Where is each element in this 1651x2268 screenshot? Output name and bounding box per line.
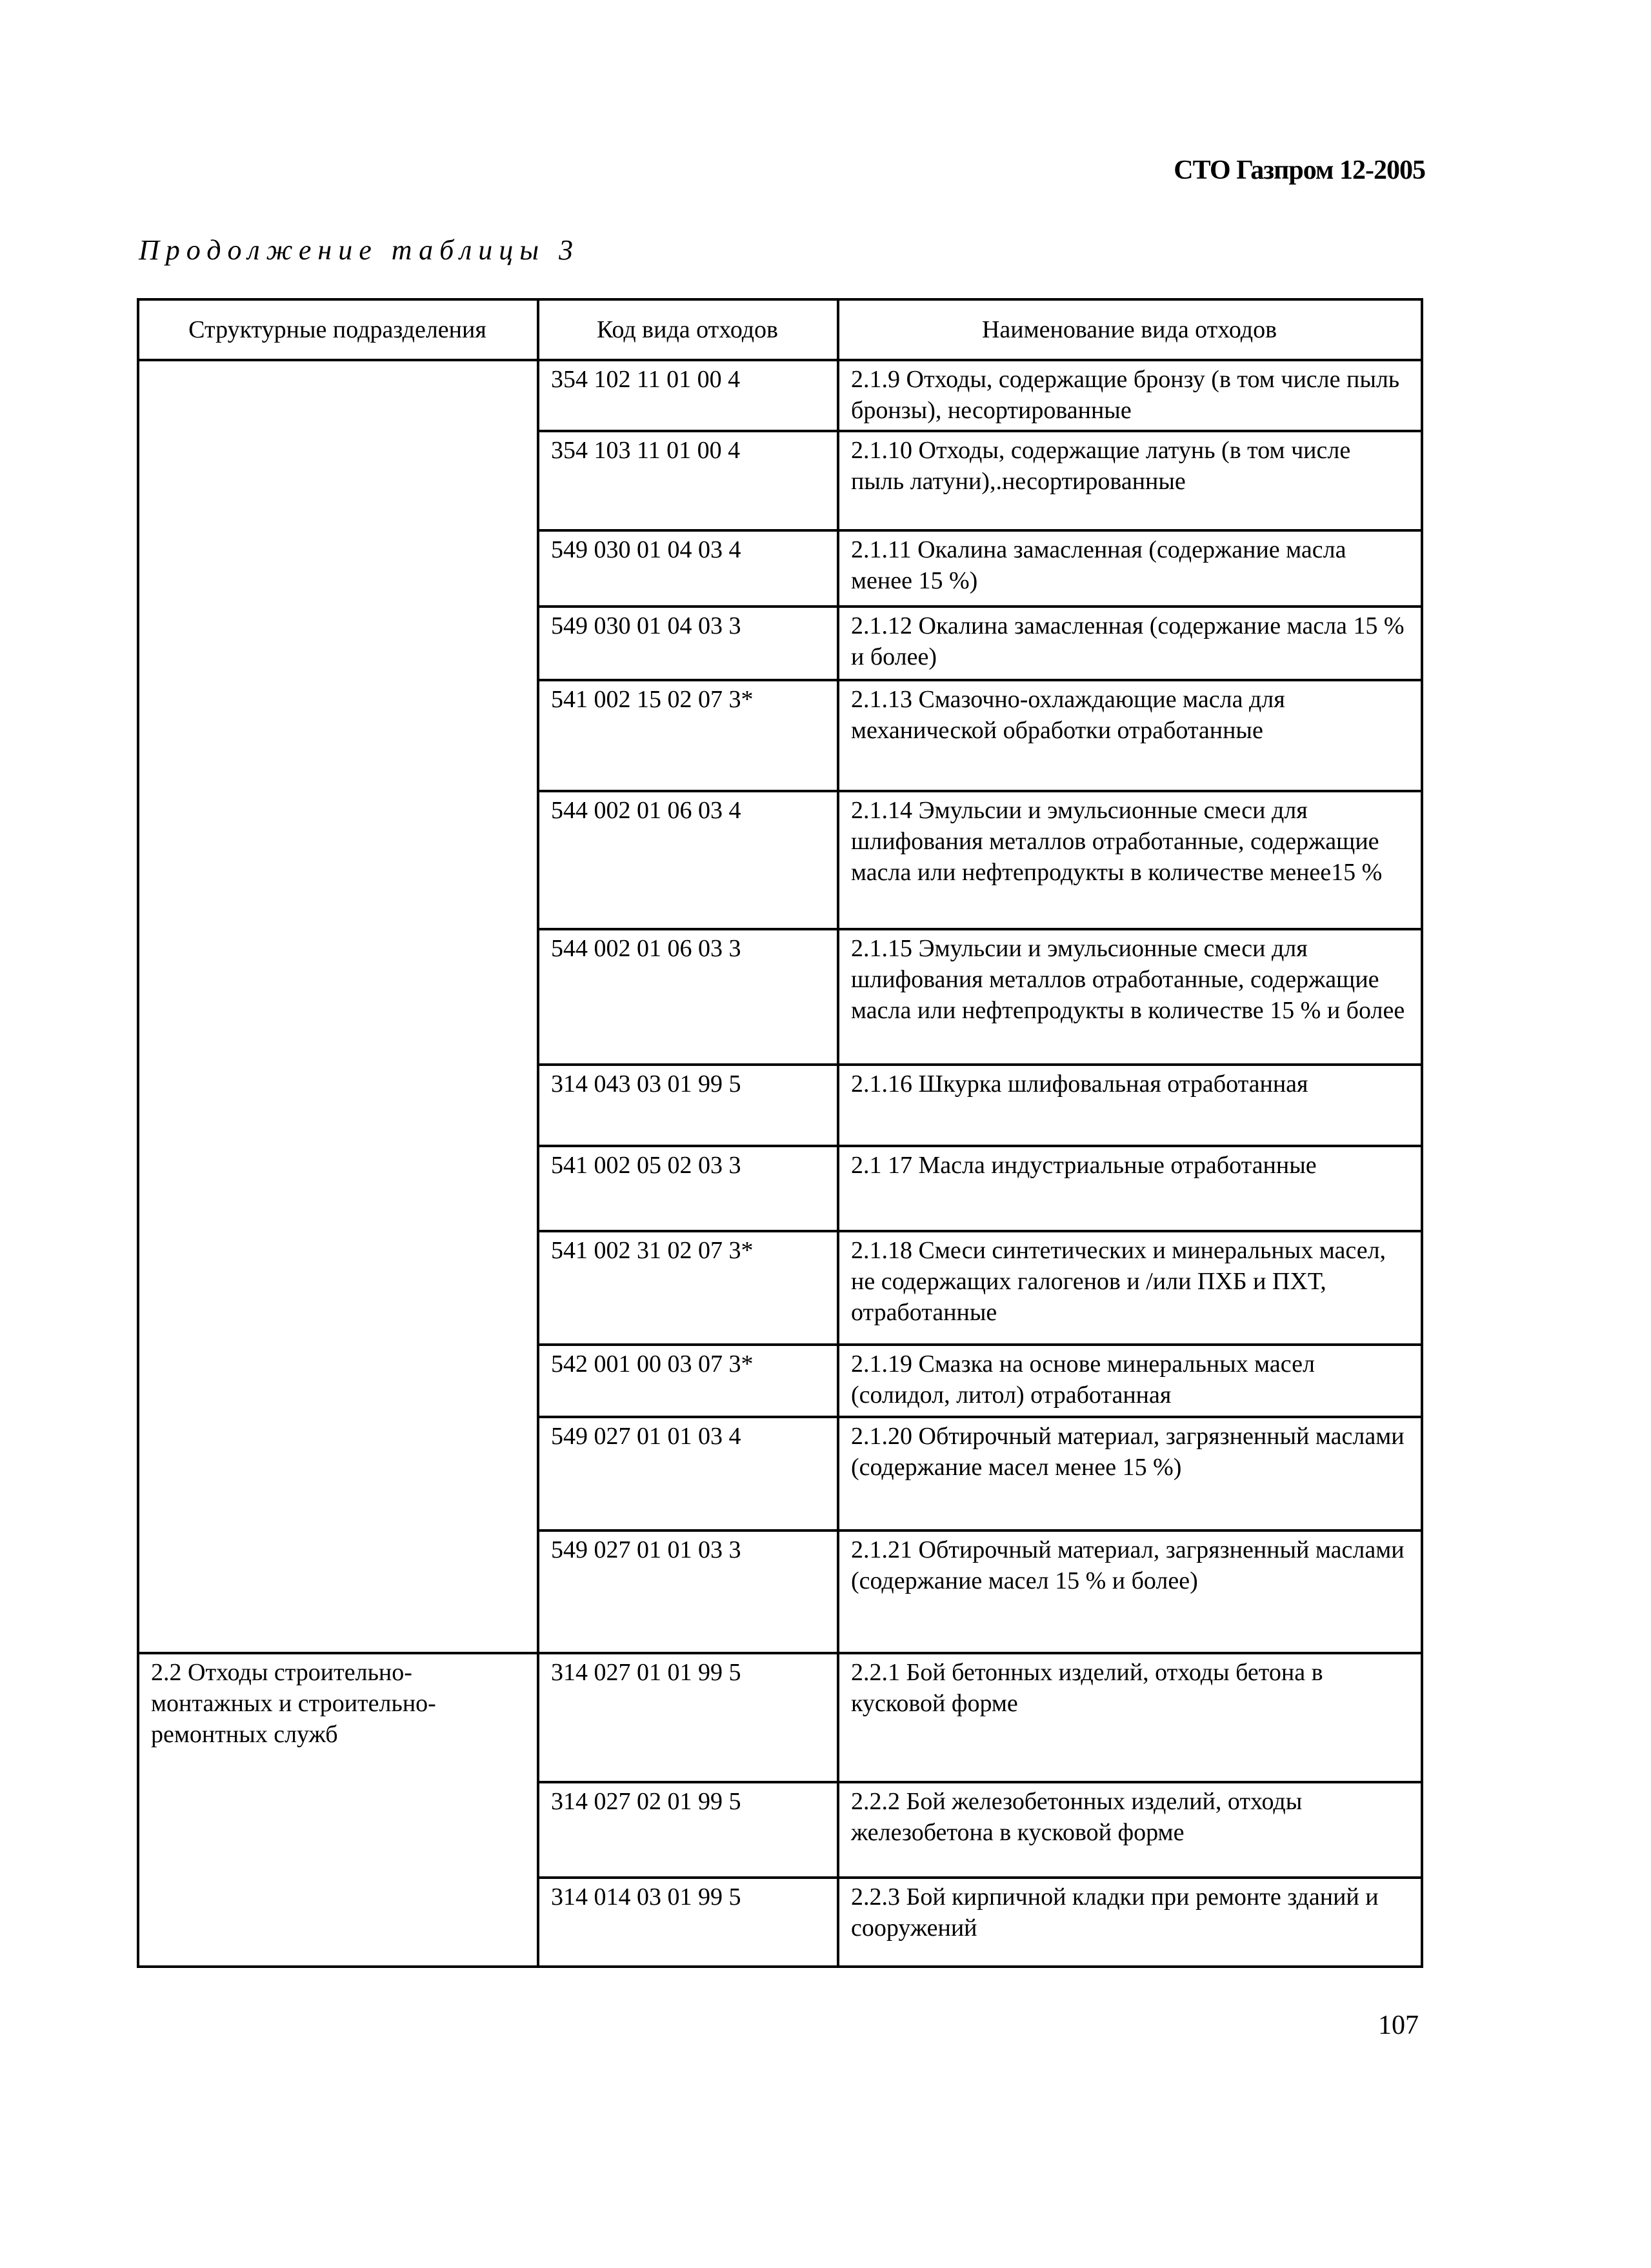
code-cell: 549 030 01 04 03 4 [538,530,838,607]
page-number: 107 [1378,2011,1419,2040]
name-cell: 2.2.3 Бой кирпичной кладки при ремонте зданий и сооружений [838,1878,1422,1967]
code-cell: 549 027 01 01 03 4 [538,1417,838,1530]
name-cell: 2.1.11 Окалина замасленная (содержание масла менее 15 %) [838,530,1422,607]
name-cell: 2.1.20 Обтирочный материал, загрязненный маслами (содержание масел менее 15 %) [838,1417,1422,1530]
code-cell: 549 030 01 04 03 3 [538,607,838,680]
name-cell: 2.1.9 Отходы, содержащие бронзу (в том числе пыль бронзы), несортированные [838,360,1422,431]
table-header-row [138,299,1422,360]
name-cell: 2.1.15 Эмульсии и эмульсионные смеси для шлифования металлов отработанные, содержащие масла или нефтепродукты в количестве 15 % и более [838,929,1422,1065]
table-row [138,1653,1422,1782]
name-cell: 2.1 17 Масла индустриальные отработанные [838,1146,1422,1231]
code-cell: 544 002 01 06 03 3 [538,929,838,1065]
name-cell: 2.2.2 Бой железобетонных изделий, отходы железобетона в кусковой форме [838,1782,1422,1878]
struct-cell [138,360,538,1653]
name-cell: 2.1.19 Смазка на основе минеральных масел (солидол, литол) отработанная [838,1345,1422,1417]
table-row [138,360,1422,431]
code-cell: 314 014 03 01 99 5 [538,1878,838,1967]
column-header-struct: Структурные подразделения [138,299,538,360]
name-cell: 2.1.18 Смеси синтетических и минеральных масел, не содержащих галогенов и /или ПХБ и ПХТ, отработанные [838,1231,1422,1345]
name-cell: 2.1.16 Шкурка шлифовальная отработанная [838,1065,1422,1146]
name-cell: 2.1.10 Отходы, содержащие латунь (в том числе пыль латуни),.несортированные [838,431,1422,530]
code-cell: 354 102 11 01 00 4 [538,360,838,431]
document-code: СТО Газпром 12-2005 [1174,156,1425,185]
code-cell: 549 027 01 01 03 3 [538,1530,838,1653]
code-cell: 314 027 01 01 99 5 [538,1653,838,1782]
name-cell: 2.1.21 Обтирочный материал, загрязненный маслами (содержание масел 15 % и более) [838,1530,1422,1653]
waste-table-container [137,298,1421,1968]
code-cell: 354 103 11 01 00 4 [538,431,838,530]
code-cell: 541 002 15 02 07 3* [538,680,838,791]
name-cell: 2.1.12 Окалина замасленная (содержание масла 15 % и более) [838,607,1422,680]
column-header-code: Код вида отходов [538,299,838,360]
name-cell: 2.1.13 Смазочно-охлаждающие масла для механической обработки отработанные [838,680,1422,791]
code-cell: 544 002 01 06 03 4 [538,791,838,929]
code-cell: 314 027 02 01 99 5 [538,1782,838,1878]
table-caption: Продолжение таблицы 3 [139,234,580,266]
code-cell: 541 002 31 02 07 3* [538,1231,838,1345]
code-cell: 314 043 03 01 99 5 [538,1065,838,1146]
name-cell: 2.1.14 Эмульсии и эмульсионные смеси для шлифования металлов отработанные, содержащие масла или нефтепродукты в количестве менее15 % [838,791,1422,929]
code-cell: 542 001 00 03 07 3* [538,1345,838,1417]
code-cell: 541 002 05 02 03 3 [538,1146,838,1231]
name-cell: 2.2.1 Бой бетонных изделий, отходы бетона в кусковой форме [838,1653,1422,1782]
waste-table [137,298,1423,1968]
struct-cell: 2.2 Отходы строительно-монтажных и строительно-ремонтных служб [138,1653,538,1967]
column-header-name: Наименование вида отходов [838,299,1422,360]
